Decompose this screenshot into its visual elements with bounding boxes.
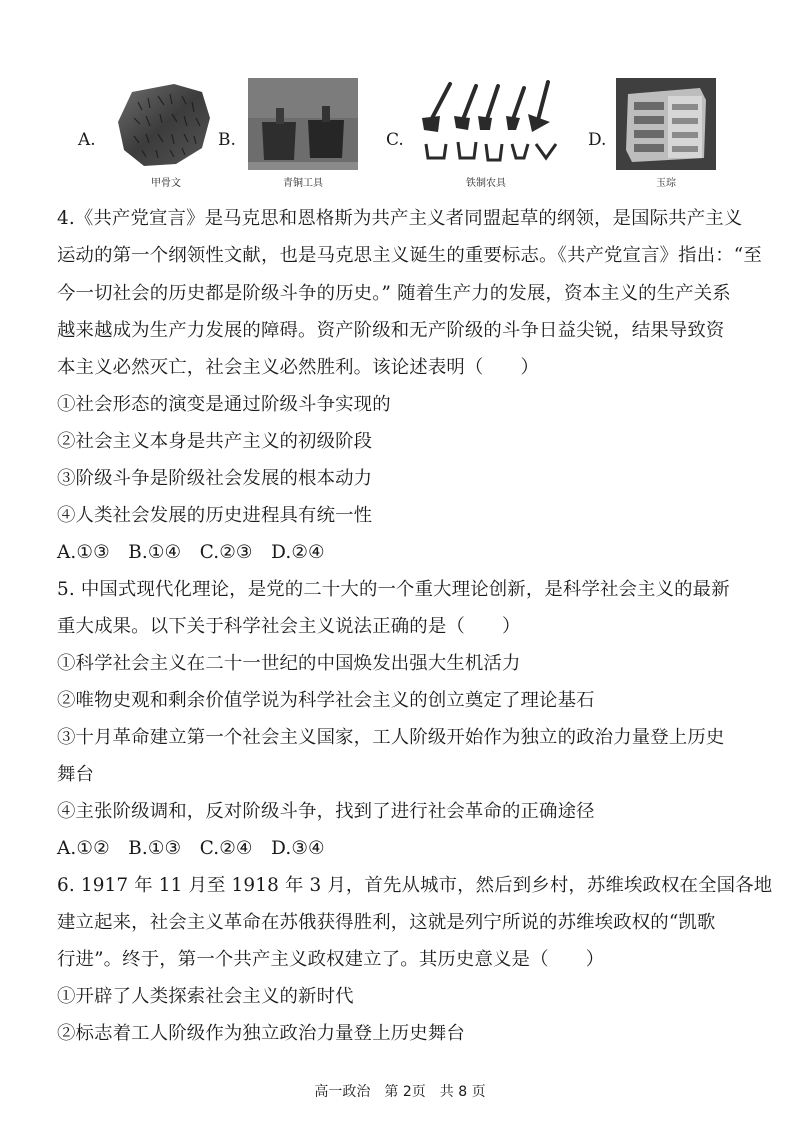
- q6-stem-line: 6. 1917 年 11 月至 1918 年 3 月，首先从城市，然后到乡村，苏维埃政权在全国各地: [57, 875, 773, 896]
- option-letter: B.: [218, 130, 236, 150]
- q5-statement-continued: 舞台: [57, 764, 95, 785]
- q4-statement: ②社会主义本身是共产主义的初级阶段: [57, 431, 373, 452]
- q4-statement: ③阶级斗争是阶级社会发展的根本动力: [57, 468, 373, 489]
- iron-farm-tools-image: [420, 78, 560, 170]
- q6-statement: ②标志着工人阶级作为独立政治力量登上历史舞台: [57, 1023, 465, 1044]
- jade-cong-image: [616, 78, 716, 170]
- q4-stem-line: 运动的第一个纲领性文献，也是马克思主义诞生的重要标志。《共产党宣言》指出：“至: [57, 245, 762, 266]
- q5-stem-line: 重大成果。以下关于科学社会主义说法正确的是（ ）: [57, 616, 521, 637]
- option-letter: D.: [588, 130, 607, 150]
- q5-statement: ②唯物史观和剩余价值学说为科学社会主义的创立奠定了理论基石: [57, 690, 595, 711]
- q4-statement: ①社会形态的演变是通过阶级斗争实现的: [57, 394, 391, 415]
- q6-stem-line: 行进”。终于，第一个共产主义政权建立了。其历史意义是（ ）: [57, 949, 605, 970]
- option-caption: 铁制农具: [466, 178, 506, 189]
- q4-statement: ④人类社会发展的历史进程具有统一性: [57, 505, 373, 526]
- q5-choices: A.①② B.①③ C.②④ D.③④: [57, 838, 325, 859]
- option-letter: C.: [386, 130, 404, 150]
- image-options-row: [0, 78, 800, 198]
- option-b: [218, 78, 368, 198]
- q6-stem-line: 建立起来，社会主义革命在苏俄获得胜利，这就是列宁所说的苏维埃政权的“凯歌: [57, 912, 716, 933]
- option-caption: 甲骨文: [151, 178, 181, 189]
- option-caption: 玉琮: [656, 178, 676, 189]
- q5-statement: ①科学社会主义在二十一世纪的中国焕发出强大生机活力: [57, 653, 521, 674]
- q4-choices: A.①③ B.①④ C.②③ D.②④: [57, 542, 325, 563]
- option-caption: 青铜工具: [283, 178, 323, 189]
- option-a: [78, 78, 218, 198]
- q5-statement: ③十月革命建立第一个社会主义国家，工人阶级开始作为独立的政治力量登上历史: [57, 727, 725, 748]
- q5-stem-line: 5. 中国式现代化理论，是党的二十大的一个重大理论创新，是科学社会主义的最新: [57, 579, 730, 600]
- q4-stem-line: 越来越成为生产力发展的障碍。资产阶级和无产阶级的斗争日益尖锐，结果导致资: [57, 320, 725, 341]
- q4-stem-line: 本主义必然灭亡，社会主义必然胜利。该论述表明（ ）: [57, 357, 540, 378]
- page-footer: 高一政治 第 2页 共 8 页: [314, 1084, 486, 1100]
- option-d: [588, 78, 728, 198]
- q4-stem-line: 今一切社会的历史都是阶级斗争的历史。” 随着生产力的发展，资本主义的生产关系: [57, 283, 731, 304]
- option-c: [386, 78, 566, 198]
- option-letter: A.: [78, 130, 96, 150]
- q4-stem-line: 4.《共产党宣言》是马克思和恩格斯为共产主义者同盟起草的纲领，是国际共产主义: [57, 208, 743, 229]
- q6-statement: ①开辟了人类探索社会主义的新时代: [57, 986, 354, 1007]
- oracle-bone-image: [114, 78, 214, 170]
- q5-statement: ④主张阶级调和，反对阶级斗争，找到了进行社会革命的正确途径: [57, 801, 595, 822]
- bronze-tools-image: [248, 78, 358, 170]
